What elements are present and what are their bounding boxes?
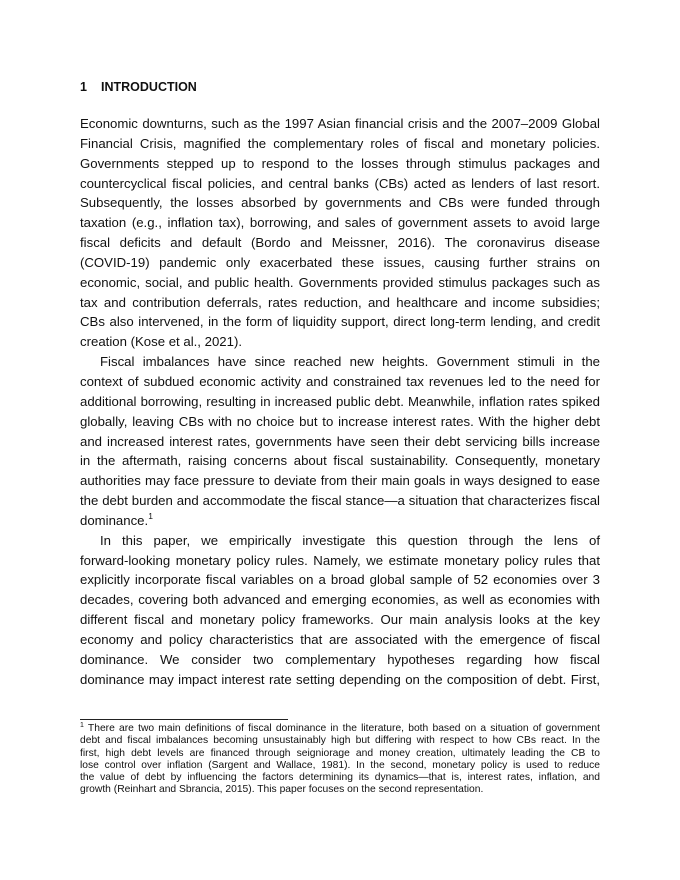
line-text: additional borrowing, resulting in increased public debt. Meanwhile, inflation rates spiked: [80, 393, 600, 409]
line-text: authorities may face pressure to deviate from their main goals in ways designed to ease: [80, 473, 600, 489]
line-text: forward-looking monetary policy rules. Namely, we estimate monetary policy rules that: [80, 552, 600, 568]
text-line: [80, 670, 600, 690]
section-number: 1: [80, 80, 87, 94]
line-text: the debt burden and accommodate the fiscal stance—a situation that characterizes fiscal: [80, 493, 600, 509]
text-line: [80, 352, 600, 372]
footnote: [80, 723, 600, 797]
text-line: [80, 650, 600, 670]
line-text: Fiscal imbalances have since reached new heights. Government stimuli in the: [100, 354, 600, 370]
line-text: economic, social, and public health. Governments provided stimulus packages such as: [80, 274, 600, 290]
text-line: [80, 511, 600, 531]
line-text: tax and contribution deferrals, rates reduction, and healthcare and income subsidies;: [80, 294, 600, 310]
footnote-reference[interactable]: 1: [148, 510, 153, 521]
text-line: [80, 531, 600, 551]
line-text: dominance may impact interest rate setting depending on the composition of debt. First,: [80, 671, 600, 687]
text-line: [80, 372, 600, 392]
text-line: [80, 293, 600, 313]
text-line: [80, 154, 600, 174]
line-text: Financial Crisis, magnified the complementary roles of fiscal and monetary policies.: [80, 135, 600, 151]
footnote-line: [80, 748, 600, 760]
line-text: decades, covering both advanced and emerging economies, as well as economies with: [80, 592, 600, 608]
text-line: [80, 332, 600, 352]
text-line: [80, 491, 600, 511]
line-text: context of subdued economic activity and constrained tax revenues led to the need for: [80, 373, 600, 389]
line-text: Governments stepped up to respond to the losses through stimulus packages and: [80, 155, 600, 171]
line-text: Economic downturns, such as the 1997 Asian financial crisis and the 2007–2009 Global: [80, 116, 600, 131]
text-line: [80, 471, 600, 491]
footnote-divider: [80, 719, 288, 720]
text-line: [80, 174, 600, 194]
line-text: taxation (e.g., inflation tax), borrowing, and sales of government assets to avoid large: [80, 215, 600, 231]
footnote-line: [80, 772, 600, 784]
line-text: and increased interest rates, governments have seen their debt servicing bills increase: [80, 433, 600, 449]
text-line: [80, 590, 600, 610]
line-text: fiscal deficits and default (Bordo and Meissner, 2016). The coronavirus disease: [80, 235, 600, 251]
footnote-text: first, high debt levels are financed through seigniorage and money creation, ultimately leading the CB to: [80, 747, 600, 759]
footnote-text: debt and fiscal imbalances becoming unsustainably high but differing with respect to how CBs react. In the: [80, 735, 600, 747]
text-line: [80, 213, 600, 233]
text-line: [80, 392, 600, 412]
body-text: [80, 114, 600, 689]
line-text: dominance.: [80, 512, 149, 528]
text-line: [80, 630, 600, 650]
section-heading: [80, 80, 197, 94]
text-line: [80, 412, 600, 432]
footnote-mark: 1: [80, 722, 84, 729]
paragraph: [80, 531, 600, 690]
paragraph: [80, 114, 600, 352]
line-text: creation (Kose et al., 2021).: [80, 334, 243, 350]
text-line: [80, 233, 600, 253]
line-text: different fiscal and monetary policy frameworks. Our main analysis looks at the key: [80, 612, 600, 628]
line-text: in the aftermath, raising concerns about fiscal sustainability. Consequently, monetary: [80, 453, 600, 469]
text-line: [80, 253, 600, 273]
line-text: (COVID-19) pandemic only exacerbated these issues, causing further strains on: [80, 254, 600, 270]
line-text: economy and policy characteristics that are associated with the emergence of fiscal: [80, 631, 600, 647]
text-line: [80, 193, 600, 213]
line-text: In this paper, we empirically investigate this question through the lens of: [100, 532, 600, 548]
text-line: [80, 432, 600, 452]
footnote-text: There are two main definitions of fiscal dominance in the literature, both based on a situation of government: [87, 723, 600, 734]
line-text: globally, leaving CBs with no choice but to increase interest rates. With the higher debt: [80, 413, 600, 429]
footnote-line: [80, 735, 600, 747]
text-line: [80, 134, 600, 154]
text-line: [80, 273, 600, 293]
footnote-text: growth (Reinhart and Sbrancia, 2015). This paper focuses on the second representation.: [80, 784, 484, 796]
section-title: INTRODUCTION: [101, 80, 197, 94]
line-text: Subsequently, the losses absorbed by governments and CBs were funded through: [80, 195, 600, 211]
line-text: countercyclical fiscal policies, and central banks (CBs) acted as lenders of last resort.: [80, 175, 600, 191]
footnote-text: the value of debt by influencing the factors determining its dynamics—that is, interest rates, inflation, and: [80, 772, 600, 784]
text-line: [80, 312, 600, 332]
line-text: dominance. We consider two complementary hypotheses regarding how fiscal: [80, 651, 600, 667]
text-line: [80, 570, 600, 590]
text-line: [80, 610, 600, 630]
footnote-text: lose control over inflation (Sargent and Wallace, 1981). In the second, monetary policy is used to reduce: [80, 759, 600, 771]
text-line: [80, 551, 600, 571]
footnote-line: [80, 760, 600, 772]
line-text: explicitly incorporate fiscal variables on a broad global sample of 52 economies over 3: [80, 572, 600, 588]
text-line: [80, 114, 600, 134]
line-text: CBs also intervened, in the form of liquidity support, direct long-term lending, and credit: [80, 314, 600, 330]
text-line: [80, 451, 600, 471]
footnote-line: [80, 784, 600, 796]
footnote-line: [80, 723, 600, 735]
paragraph: [80, 352, 600, 531]
